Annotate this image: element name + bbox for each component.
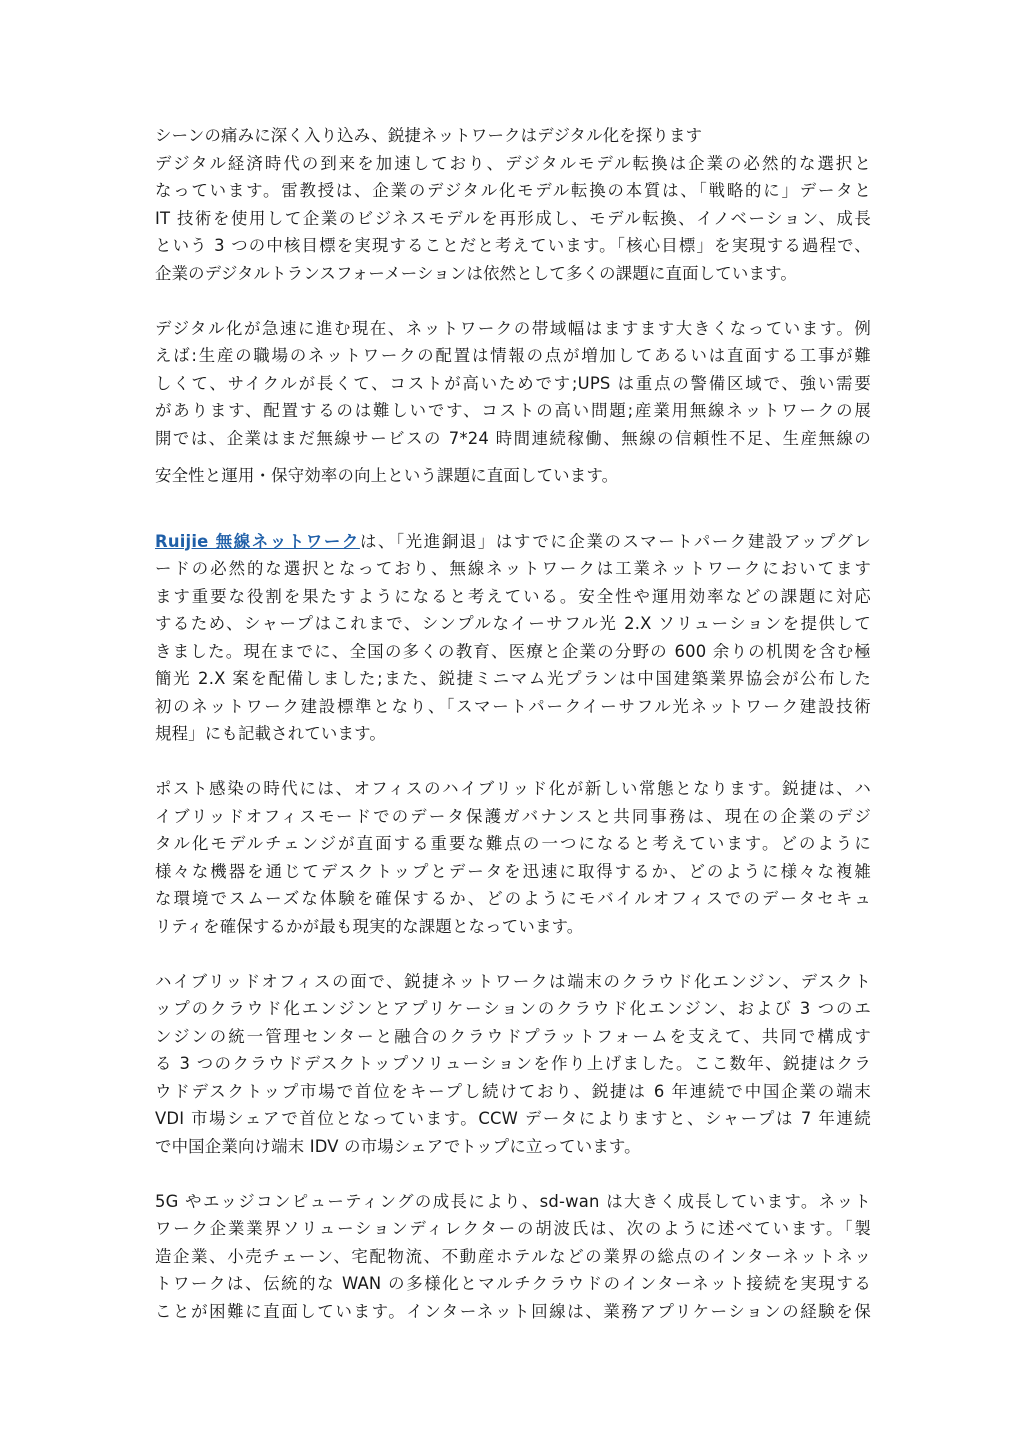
- text-fragment: は、「光進銅退」はすでに企業のスマートパーク建設アップグレ: [359, 531, 871, 551]
- text-line: ワーク企業業界ソリューションディレクターの胡波氏は、次のように述べています。「製: [155, 1219, 871, 1238]
- paragraph-spacer: [155, 287, 871, 315]
- text-line: デジタル化が急速に進む現在、ネットワークの帯域幅はますます大きくなっています。例: [155, 318, 871, 338]
- text-line: イブリッドオフィスモードでのデータ保護ガバナンスと共同事務は、現在の企業のデジ: [155, 806, 871, 826]
- text-line: リティを確保するかが最も現実的な課題となっています。: [155, 916, 584, 936]
- text-line: 簡光 2.X 案を配備しました;また、鋭捷ミニマム光プランは中国建築業界協会が公布した: [155, 669, 871, 688]
- text-line: ードの必然的な選択となっており、無線ネットワークは工業ネットワークにおいてます: [155, 559, 871, 578]
- text-line: するため、シャープはこれまで、シンプルなイーサフル光 2.X ソリューションを提供して: [155, 614, 871, 633]
- text-line: 規程」にも記載されています。: [155, 724, 386, 743]
- text-line: しくて、サイクルが長くて、コストが高いためです;UPS は重点の警備区域で、強い需要: [155, 373, 871, 393]
- text-line: えば:生産の職場のネットワークの配置は情報の点が増加してあるいは直面する工事が難: [155, 346, 871, 365]
- paragraph-spacer: [155, 748, 871, 776]
- paragraph-intro: [155, 122, 871, 287]
- text-line: ンジンの統一管理センターと融合のクラウドプラットフォームを支えて、共同で構成す: [155, 1026, 871, 1046]
- text-line: トワークは、伝統的な WAN の多様化とマルチクラウドのインターネット接続を実現する: [155, 1274, 871, 1293]
- text-line: ことが困難に直面しています。インターネット回線は、業務アプリケーションの経験を保: [155, 1301, 871, 1321]
- paragraph-ruijie-wireless: [155, 528, 871, 748]
- text-line: VDI 市場シェアで首位となっています。CCW データによりますと、シャープは 7 年連続: [155, 1109, 871, 1128]
- text-line: があります、配置するのは難しいです、コストの高い問題;産業用無線ネットワークの展: [155, 401, 871, 420]
- paragraph-bandwidth: [155, 315, 871, 490]
- text-line: デジタル経済時代の到来を加速しており、デジタルモデル転換は企業の必然的な選択と: [155, 153, 871, 173]
- text-line: ます重要な役割を果たすようになると考えている。安全性や運用効率などの課題に対応: [155, 586, 871, 606]
- text-line: タル化モデルチェンジが直面する重要な難点の一つになると考えています。どのように: [155, 834, 871, 853]
- text-line: 5G やエッジコンピューティングの成長により、sd-wan は大きく成長しています。ネット: [155, 1191, 871, 1211]
- text-line: [155, 528, 871, 556]
- paragraph-hybrid-office: [155, 775, 871, 940]
- paragraph-cloud-desktop: [155, 968, 871, 1161]
- text-line: ウドデスクトップ市場で首位をキープし続けており、鋭捷は 6 年連続で中国企業の端末: [155, 1081, 871, 1101]
- paragraph-spacer: [155, 490, 871, 528]
- text-line: な環境でスムーズな体験を確保するか、どのようにモバイルオフィスでのデータセキュ: [155, 889, 871, 908]
- text-line: で中国企業向け端末 IDV の市場シェアでトップに立っています。: [155, 1136, 641, 1156]
- text-line: 企業のデジタルトランスフォーメーションは依然として多くの課題に直面しています。: [155, 263, 797, 283]
- text-line: る 3 つのクラウドデスクトップソリューションを作り上げました。ここ数年、鋭捷はクラ: [155, 1054, 871, 1073]
- text-line: シーンの痛みに深く入り込み、鋭捷ネットワークはデジタル化を探ります: [155, 126, 703, 145]
- text-line: 造企業、小売チェーン、宅配物流、不動産ホテルなどの業界の総点のインターネットネッ: [155, 1246, 871, 1266]
- text-line: ップのクラウド化エンジンとアプリケーションのクラウド化エンジン、および 3 つのエ: [155, 999, 871, 1018]
- paragraph-spacer: [155, 940, 871, 968]
- paragraph-spacer: [155, 1160, 871, 1188]
- text-line: という 3 つの中核目標を実現することだと考えています。「核心目標」を実現する過程で、: [155, 236, 871, 255]
- document-body: [155, 122, 871, 1325]
- text-line: きました。現在までに、全国の多くの教育、医療と企業の分野の 600 余りの机関を含む極: [155, 641, 871, 661]
- text-line: なっています。雷教授は、企業のデジタル化モデル転換の本質は、「戦略的に」データと: [155, 181, 871, 200]
- paragraph-sdwan: [155, 1188, 871, 1326]
- text-line: ポスト感染の時代には、オフィスのハイブリッド化が新しい常態となります。鋭捷は、ハ: [155, 779, 871, 798]
- text-line: 様々な機器を通じてデスクトップとデータを迅速に取得するか、どのように様々な複雑: [155, 861, 871, 881]
- text-line: 初のネットワーク建設標準となり、「スマートパークイーサフル光ネットワーク建設技術: [155, 696, 871, 716]
- text-line: 開では、企業はまだ無線サービスの 7*24 時間連続稼働、無線の信頼性不足、生産無線の: [155, 428, 871, 448]
- text-line: IT 技術を使用して企業のビジネスモデルを再形成し、モデル転換、イノベーション、成長: [155, 208, 871, 228]
- text-line: ハイブリッドオフィスの面で、鋭捷ネットワークは端末のクラウド化エンジン、デスクト: [155, 971, 871, 991]
- ruijie-wireless-link[interactable]: Ruijie 無線ネットワーク: [155, 531, 360, 551]
- text-line: 安全性と運用・保守効率の向上という課題に直面しています。: [155, 466, 619, 485]
